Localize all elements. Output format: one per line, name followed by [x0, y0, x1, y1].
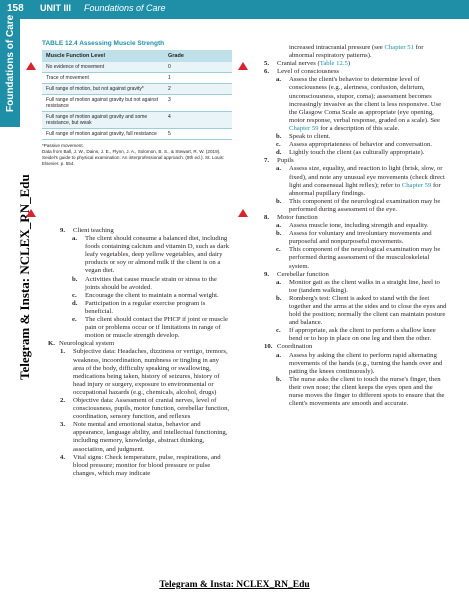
- unit-label: UNIT III: [40, 3, 71, 13]
- page-number: 158: [7, 3, 24, 14]
- list-item: c. This component of the neurological examination may be performed during assessment of the musculoskeletal system.: [276, 246, 441, 270]
- list-item: b. This component of the neurological examination may be performed during assessment of the eye.: [276, 197, 441, 213]
- chapter-link[interactable]: Chapter 59: [289, 124, 319, 132]
- watermark-vertical: Telegram & Insta: NCLEX_RN_Edu: [17, 174, 32, 380]
- list-item: b. Activities that cause muscle strain or stress to the joints should be avoided.: [72, 275, 217, 291]
- list-item: 1. Subjective data: Headaches, dizziness or vertigo, tremors, weakness, incoordination, numbness or tingling in any area of the body, difficulty speaking or swallowing, medications being taken, history of seizures, history of head injury or surgery, exposure to environmental or occupational hazards (e.g., chemicals, alcohol, drugs): [60, 348, 228, 396]
- table-header-row: [42, 50, 232, 62]
- watermark-bottom: Telegram & Insta: NCLEX_RN_Edu: [159, 580, 310, 590]
- list-item: 9. Client teaching: [60, 227, 114, 234]
- alert-icon: [238, 209, 248, 217]
- list-item-continued: increased intracranial pressure (see Chapter 51 for abnormal respiratory patterns).: [289, 44, 424, 60]
- list-item: b. Romberg's test: Client is asked to stand with the feet together and the arms at the sides and to close the eyes and hold the position; normally the client can maintain posture and balance.: [276, 294, 447, 327]
- table-cell: Full range of motion, but not against gravity*: [42, 84, 164, 95]
- table-cell: 2: [164, 84, 232, 95]
- page-header: [0, 0, 469, 19]
- list-item: c. Assess appropriateness of behavior and conversation.: [276, 141, 432, 149]
- chapter-link[interactable]: Chapter 51: [384, 44, 414, 51]
- list-item: 3. Note mental and emotional status, behavior and appearance, language ability, and intellectual functioning, including memory, knowledge, abstract thinking, association, and judgment.: [60, 421, 228, 453]
- muscle-strength-table: [42, 40, 232, 167]
- list-item: b. Assess for voluntary and involuntary movements and purposeful and nonpurposeful movements.: [276, 230, 432, 246]
- column-header: Muscle Function Level: [42, 50, 164, 62]
- list-item: e. The client should contact the PHCP if joint or muscle pain or problems occur or if limitations in range of motion or muscle strength develop.: [72, 316, 228, 340]
- table-cell: 5: [164, 129, 232, 140]
- table-cell: 4: [164, 112, 232, 129]
- table-grid: [42, 50, 232, 140]
- list-item: 7. Pupils: [264, 157, 294, 165]
- list-item: a. The client should consume a balanced diet, including foods containing calcium and vitamin D, such as dark leafy vegetables, deep yellow vegetables, and dairy products or soy or almond milk if the client is on a vegan diet.: [72, 235, 229, 275]
- list-item: a. Assess muscle tone, including strength and equality.: [276, 222, 429, 230]
- table-row: [42, 95, 232, 112]
- alert-icon: [26, 209, 36, 217]
- table-row: [42, 84, 232, 95]
- table-row: [42, 73, 232, 84]
- list-item: 2. Objective data: Assessment of cranial nerves, level of consciousness, pupils, motor function, cerebellar function, coordination, sensory function, and reflexes: [60, 396, 230, 421]
- table-row: [42, 112, 232, 129]
- table-cell: Full range of motion against gravity, full resistance: [42, 129, 164, 140]
- list-item: b. The nurse asks the client to touch the nurse's finger, then their own nose; the client keeps the eyes open and the nurse moves the finger to different spots to ensure that the client's movements are smooth and accurate.: [276, 375, 445, 408]
- list-item: 9. Cerebellar function: [264, 270, 329, 278]
- alert-icon: [26, 62, 36, 70]
- table-cell: 0: [164, 62, 232, 73]
- list-item: 5. Cranial nerves (Table 12.5): [264, 60, 351, 68]
- table-row: [42, 129, 232, 140]
- table-cell: 1: [164, 73, 232, 84]
- table-cell: 3: [164, 95, 232, 112]
- table-cell: Full range of motion against gravity and some resistance, but weak: [42, 112, 164, 129]
- table-link[interactable]: Table 12.5: [319, 60, 348, 68]
- column-header: Grade: [164, 50, 232, 62]
- list-item: d. Participation in a regular exercise program is beneficial.: [72, 299, 206, 315]
- alert-icon: [238, 62, 248, 70]
- unit-title: Foundations of Care: [84, 3, 166, 13]
- list-item: 10. Coordination: [264, 343, 313, 351]
- side-tab-label: Foundations of Care: [5, 14, 16, 112]
- chapter-link[interactable]: Chapter 59: [401, 181, 432, 189]
- left-column: [48, 227, 231, 478]
- table-cell: Full range of motion against gravity but not against resistance: [42, 95, 164, 112]
- table-cell: Trace of movement: [42, 73, 164, 84]
- list-item: a. Monitor gait as the client walks in a straight line, heel to toe (tandem walking).: [276, 278, 440, 294]
- list-item: 6. Level of consciousness: [264, 68, 340, 76]
- list-item: d. Lightly touch the client (as culturally appropriate).: [276, 149, 425, 157]
- table-footnote: *Passive movement. Data from Ball, J. W., Dains, J. E., Flynn, J. A., Solomon, B. S., & Stewart, R. W. (2019). Seidel's guide to physical examination: An interprofessional approach. (9th ed.). St. Louis: Elsevier. p. 554.: [42, 143, 225, 166]
- list-item: a. Assess by asking the client to perform rapid alternating movements of the hands (e.g., turning the hands over and patting the knees continuously).: [276, 351, 443, 375]
- list-item: c. If appropriate, ask the client to perform a shallow knee bend or to hop in place on one leg and then the other.: [276, 327, 436, 343]
- list-item: c. Encourage the client to maintain a normal weight.: [72, 291, 219, 299]
- section-heading: K. Neurological system: [48, 340, 115, 348]
- list-item: 4. Vital signs: Check temperature, pulse, respirations, and blood pressure; monitor for blood pressure or pulse changes, which may indicate: [60, 453, 221, 477]
- table-cell: No evidence of movement: [42, 62, 164, 73]
- right-column: [252, 44, 448, 408]
- list-item: a. Assess size, equality, and reaction to light (brisk, slow, or fixed), and note any unusual eye movements (check direct light and consensual light reflex); refer to Chapter 59 for abnormal pupillary findings.: [276, 165, 445, 197]
- list-item: b. Speak to client.: [276, 133, 331, 141]
- list-item: a. Assess the client's behavior to determine level of consciousness (e.g., alertness, confusion, delirium, unconsciousness, stupor, coma); assessment becomes increasingly invasive as the client is less responsive. Use the Glasgow Coma Scale as appropriate (eye opening, motor response, verbal response, graded on a scale). See Chapter 59 for a description of this scale.: [276, 76, 442, 132]
- list-item: 8. Motor function: [264, 213, 318, 221]
- table-title: TABLE 12.4 Assessing Muscle Strength: [42, 40, 165, 47]
- table-row: [42, 62, 232, 73]
